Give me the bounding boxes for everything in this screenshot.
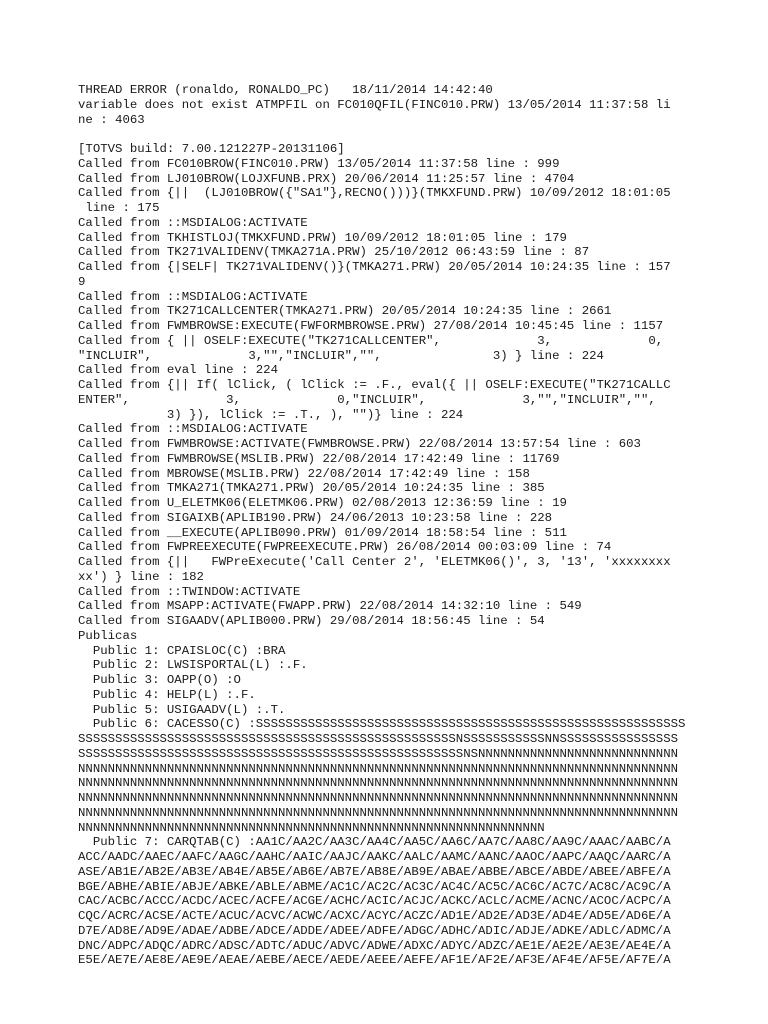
log-line: Called from SIGAIXB(APLIB190.PRW) 24/06/2013 10:23:58 line : 228 bbox=[78, 510, 553, 525]
error-log-text bbox=[78, 83, 768, 968]
log-line: Called from FWMBROWSE(MSLIB.PRW) 22/08/2014 17:42:49 line : 11769 bbox=[78, 451, 560, 466]
log-line: Called from FC010BROW(FINC010.PRW) 13/05/2014 11:37:58 line : 999 bbox=[78, 156, 560, 171]
log-line: ASE/AB1E/AB2E/AB3E/AB4E/AB5E/AB6E/AB7E/AB8E/AB9E/ABAE/ABBE/ABCE/ABDE/ABEE/ABFE/A bbox=[78, 864, 671, 879]
log-line: Publicas bbox=[78, 628, 138, 643]
log-line: SSSSSSSSSSSSSSSSSSSSSSSSSSSSSSSSSSSSSSSSSSSSSSSSSSSNSSSSSSSSSSSNNSSSSSSSSSSSSSSSS bbox=[78, 732, 679, 746]
log-line: Called from SIGAADV(APLIB000.PRW) 29/08/2014 18:56:45 line : 54 bbox=[78, 614, 545, 628]
log-line: Public 4: HELP(L) :.F. bbox=[78, 687, 256, 702]
log-line: Called from {|SELF| TK271VALIDENV()}(TMKA271.PRW) 20/05/2014 10:24:35 line : 157 bbox=[78, 260, 671, 274]
log-line: Called from TK271CALLCENTER(TMKA271.PRW) 20/05/2014 10:24:35 line : 2661 bbox=[78, 304, 612, 319]
log-line: 3) }), lClick := .T., ), "")} line : 224 bbox=[78, 407, 464, 422]
log-line: Called from FWMBROWSE:ACTIVATE(FWMBROWSE.PRW) 22/08/2014 13:57:54 line : 603 bbox=[78, 437, 641, 451]
log-line: SSSSSSSSSSSSSSSSSSSSSSSSSSSSSSSSSSSSSSSSSSSSSSSSSSSSNSNNNNNNNNNNNNNNNNNNNNNNNNNNN bbox=[78, 746, 679, 761]
log-line: Public 3: OAPP(O) :O bbox=[78, 673, 241, 687]
log-line: Called from {|| (LJ010BROW({"SA1"},RECNO()))}(TMKXFUND.PRW) 10/09/2012 18:01:05 bbox=[78, 186, 671, 201]
log-line: CAC/ACBC/ACCC/ACDC/ACEC/ACFE/ACGE/ACHC/ACIC/ACJC/ACKC/ACLC/ACME/ACNC/ACOC/ACPC/A bbox=[78, 894, 671, 909]
log-line: Called from {|| FWPreExecute('Call Center 2', 'ELETMK06()', 3, '13', 'xxxxxxxx bbox=[78, 555, 671, 569]
log-line: Called from TK271VALIDENV(TMKA271A.PRW) 25/10/2012 06:43:59 line : 87 bbox=[78, 245, 590, 260]
log-line: variable does not exist ATMPFIL on FC010QFIL(FINC010.PRW) 13/05/2014 11:37:58 li bbox=[78, 97, 671, 112]
log-line: 9 bbox=[78, 274, 86, 289]
log-line: Public 2: LWSISPORTAL(L) :.F. bbox=[78, 658, 308, 673]
log-line: Called from FWMBROWSE:EXECUTE(FWFORMBROWSE.PRW) 27/08/2014 10:45:45 line : 1157 bbox=[78, 319, 664, 333]
log-line: ACC/AADC/AAEC/AAFC/AAGC/AAHC/AAIC/AAJC/AAKC/AALC/AAMC/AANC/AAOC/AAPC/AAQC/AARC/A bbox=[78, 850, 671, 864]
log-line: [TOTVS build: 7.00.121227P-20131106] bbox=[78, 142, 345, 156]
log-line: Public 5: USIGAADV(L) :.T. bbox=[78, 702, 286, 717]
log-line: Called from __EXECUTE(APLIB090.PRW) 01/09/2014 18:58:54 line : 511 bbox=[78, 525, 567, 540]
log-line: CQC/ACRC/ACSE/ACTE/ACUC/ACVC/ACWC/ACXC/ACYC/ACZC/AD1E/AD2E/AD3E/AD4E/AD5E/AD6E/A bbox=[78, 909, 671, 923]
log-line: NNNNNNNNNNNNNNNNNNNNNNNNNNNNNNNNNNNNNNNNNNNNNNNNNNNNNNNNNNNNNNNNNNNNNNNNNNNNNNNNN bbox=[78, 776, 679, 791]
log-line: ne : 4063 bbox=[78, 112, 145, 127]
log-line: Called from FWPREEXECUTE(FWPREEXECUTE.PRW) 26/08/2014 00:03:09 line : 74 bbox=[78, 540, 612, 555]
log-line: line : 175 bbox=[78, 201, 160, 215]
log-line: E5E/AE7E/AE8E/AE9E/AEAE/AEBE/AECE/AEDE/AEEE/AEFE/AF1E/AF2E/AF3E/AF4E/AF5E/AF7E/A bbox=[78, 953, 671, 968]
log-line: Public 7: CARQTAB(C) :AA1C/AA2C/AA3C/AA4C/AA5C/AA6C/AA7C/AA8C/AA9C/AAAC/AABC/A bbox=[78, 835, 671, 850]
log-line: Called from TMKA271(TMKA271.PRW) 20/05/2014 10:24:35 line : 385 bbox=[78, 481, 545, 496]
log-line: NNNNNNNNNNNNNNNNNNNNNNNNNNNNNNNNNNNNNNNNNNNNNNNNNNNNNNNNNNNNNNNNNNNNNNNNNNNNNNNNN bbox=[78, 805, 679, 820]
log-line: Called from ::MSDIALOG:ACTIVATE bbox=[78, 422, 308, 437]
log-line: Called from TKHISTLOJ(TMKXFUND.PRW) 10/09/2012 18:01:05 line : 179 bbox=[78, 230, 567, 245]
log-line: NNNNNNNNNNNNNNNNNNNNNNNNNNNNNNNNNNNNNNNNNNNNNNNNNNNNNNNNNNNNNNN bbox=[78, 820, 545, 835]
log-line: DNC/ADPC/ADQC/ADRC/ADSC/ADTC/ADUC/ADVC/ADWE/ADXC/ADYC/ADZC/AE1E/AE2E/AE3E/AE4E/A bbox=[78, 938, 671, 953]
log-line: Called from { || OSELF:EXECUTE("TK271CALLCENTER", 3, 0, bbox=[78, 333, 664, 348]
log-line: D7E/AD8E/AD9E/ADAE/ADBE/ADCE/ADDE/ADEE/ADFE/ADGC/ADHC/ADIC/ADJE/ADKE/ADLC/ADMC/A bbox=[78, 923, 671, 938]
log-line: NNNNNNNNNNNNNNNNNNNNNNNNNNNNNNNNNNNNNNNNNNNNNNNNNNNNNNNNNNNNNNNNNNNNNNNNNNNNNNNNN bbox=[78, 791, 679, 805]
log-line bbox=[78, 127, 768, 142]
log-line: Called from LJ010BROW(LOJXFUNB.PRX) 20/06/2014 11:25:57 line : 4704 bbox=[78, 171, 575, 186]
log-line: Called from eval line : 224 bbox=[78, 363, 279, 378]
log-line: Called from {|| If( lClick, ( lClick := .F., eval({ || OSELF:EXECUTE("TK271CALLC bbox=[78, 378, 671, 392]
log-line: Called from ::TWINDOW:ACTIVATE bbox=[78, 584, 301, 599]
log-line: Called from ::MSDIALOG:ACTIVATE bbox=[78, 215, 308, 230]
log-line: BGE/ABHE/ABIE/ABJE/ABKE/ABLE/ABME/AC1C/AC2C/AC3C/AC4C/AC5C/AC6C/AC7C/AC8C/AC9C/A bbox=[78, 879, 671, 894]
log-line: Public 6: CACESSO(C) :SSSSSSSSSSSSSSSSSSSSSSSSSSSSSSSSSSSSSSSSSSSSSSSSSSSSSSSSSS bbox=[78, 717, 686, 732]
log-line: THREAD ERROR (ronaldo, RONALDO_PC) 18/11/2014 14:42:40 bbox=[78, 83, 493, 97]
log-line: "INCLUIR", 3,"","INCLUIR","", 3) } line : 224 bbox=[78, 348, 604, 363]
log-line: Called from MBROWSE(MSLIB.PRW) 22/08/2014 17:42:49 line : 158 bbox=[78, 466, 530, 481]
log-line: Public 1: CPAISLOC(C) :BRA bbox=[78, 643, 286, 658]
log-line: NNNNNNNNNNNNNNNNNNNNNNNNNNNNNNNNNNNNNNNNNNNNNNNNNNNNNNNNNNNNNNNNNNNNNNNNNNNNNNNNN bbox=[78, 761, 679, 776]
log-line: Called from U_ELETMK06(ELETMK06.PRW) 02/08/2013 12:36:59 line : 19 bbox=[78, 496, 567, 510]
log-line: xx') } line : 182 bbox=[78, 569, 204, 584]
log-line: Called from ::MSDIALOG:ACTIVATE bbox=[78, 289, 308, 304]
log-line: ENTER", 3, 0,"INCLUIR", 3,"","INCLUIR","", bbox=[78, 392, 656, 407]
log-line: Called from MSAPP:ACTIVATE(FWAPP.PRW) 22/08/2014 14:32:10 line : 549 bbox=[78, 599, 582, 614]
